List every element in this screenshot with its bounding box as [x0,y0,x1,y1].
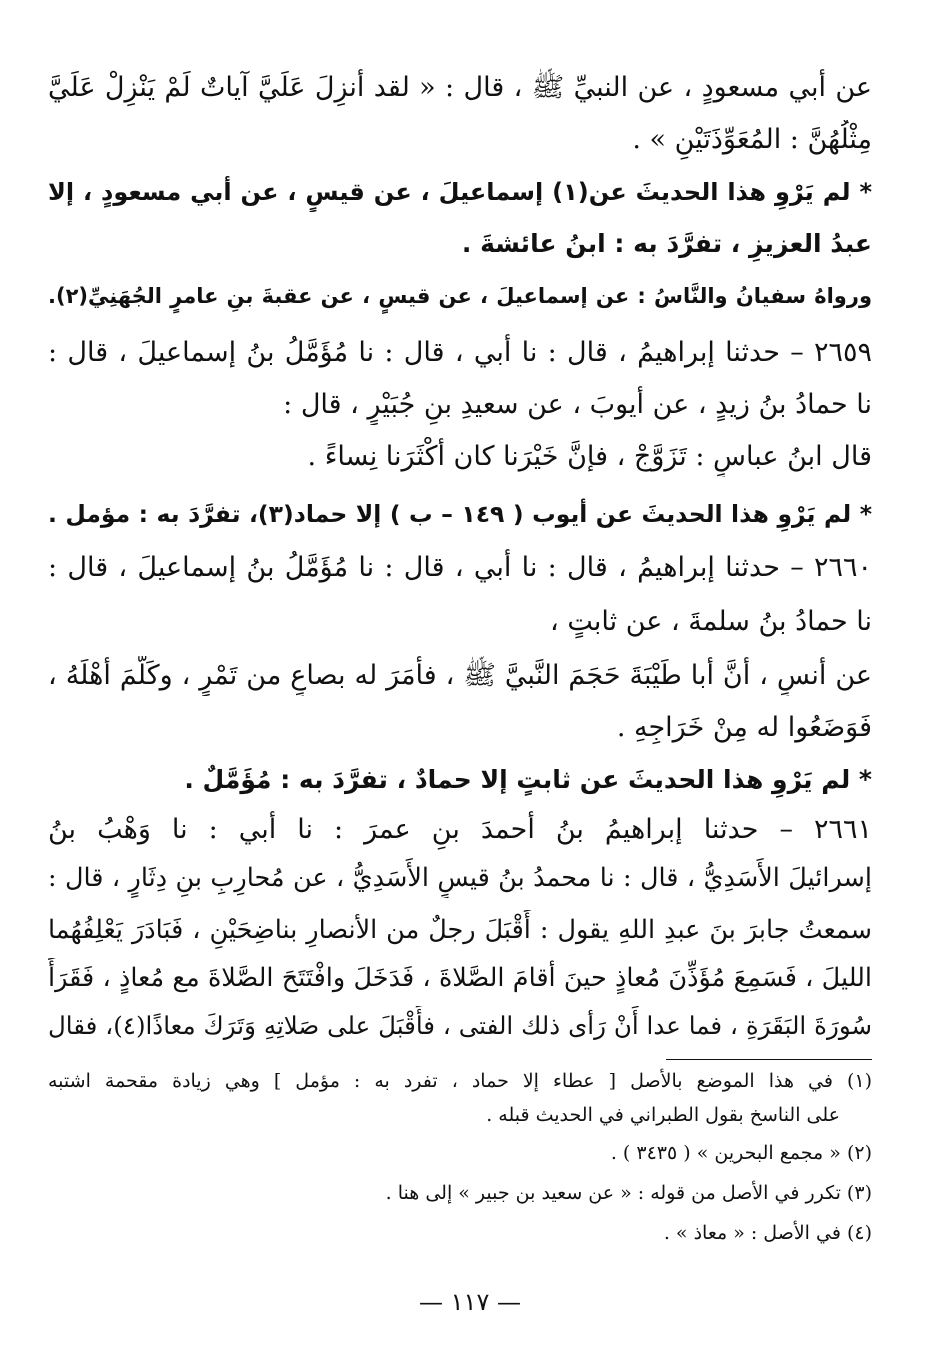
commentary-line: ورواهُ سفيانُ والنَّاسُ : عن إسماعيلَ ، عن قيسٍ ، عن عقبةَ بنِ عامرٍ الجُهَنِيِّ(٢). [48,284,872,308]
text-line: عن أنسٍ ، أنَّ أبا طَيْبَةَ حَجَمَ النَّبيَّ ﷺ ، فأَمَرَ له بصاعٍ من تَمْرٍ ، وكَلَّمَ أَهْلَهُ ، [48,660,872,691]
commentary-line: * لم يَرْوِ هذا الحديثَ عن ثابتٍ إلا حمادٌ ، تفرَّدَ به : مُؤَمَّلٌ . [184,765,872,794]
text-line: قال ابنُ عباسٍ : تَزَوَّجْ ، فإنَّ خَيْرَنا كان أَكْثَرَنا نِساءً . [307,441,872,472]
commentary-line: عبدُ العزيزِ ، تفرَّدَ به : ابنُ عائشةَ . [461,229,872,258]
page-number: — ١١٧ — [419,1288,521,1316]
footnote-1: (١) في هذا الموضع بالأصل [ عطاء إلا حماد ، تفرد به : مؤمل ] وهي زيادة مقحمة اشتبه [48,1070,872,1092]
text-line: مِثْلُهُنَّ : المُعَوِّذَتَيْنِ » . [632,124,872,155]
footnote-1-cont: على الناسخ بقول الطبراني في الحديث قبله . [486,1104,840,1126]
footnote-2: (٢) « مجمع البحرين » ( ٣٤٣٥ ) . [610,1142,872,1164]
hadith-2660-line: ٢٦٦٠ – حدثنا إبراهيمُ ، قال : نا أَبي ، قال : نا مُؤَمَّلُ بنُ إسماعيلَ ، قال : [48,552,872,583]
footnote-4: (٤) في الأصل : « معاذ » . [663,1222,872,1244]
text-line: عن أبي مسعودٍ ، عن النبيِّ ﷺ ، قال : « لقد أُنزِلَ عَلَيَّ آياتٌ لَمْ يَنْزِلْ عَلَيَّ [48,72,872,103]
text-line: سُورَةَ البَقَرَةِ ، فما عدا أَنْ رَأى ذلك الفتى ، فأَقْبَلَ على صَلاتِهِ وَتَرَكَ معاذًا(٤)، فقال [48,1011,872,1040]
text-line: إسرائيلَ الأَسَدِيُّ ، قال : نا محمدُ بنُ قيسٍ الأَسَدِيُّ ، عن مُحارِبِ بنِ دِثَارٍ ، قال : [48,863,872,893]
hadith-2659-line: ٢٦٥٩ – حدثنا إبراهيمُ ، قال : نا أَبي ، قال : نا مُؤَمَّلُ بنُ إسماعيلَ ، قال : [48,337,872,368]
text-line: نا حمادُ بنُ سلمةَ ، عن ثابتٍ ، [550,606,872,637]
hadith-2661-line: ٢٦٦١ – حدثنا إبراهيمُ بنُ أحمدَ بنِ عمرَ : نا أَبي : نا وَهْبُ بنُ [48,814,872,845]
text-line: سمعتُ جابرَ بنَ عبدِ اللهِ يقول : أَقْبَلَ رجلٌ من الأنصارِ بناضِحَيْنِ ، فَبَادَرَ يَعْلِفُهُما [48,915,872,945]
text-line: نا حمادُ بنُ زيدٍ ، عن أيوبَ ، عن سعيدِ بنِ جُبَيْرٍ ، قال : [283,389,872,420]
commentary-line: * لم يَرْوِ هذا الحديثَ عن أيوب ( ١٤٩ – ب ) إلا حماد(٣)، تفرَّدَ به : مؤمل . [48,500,872,528]
text-line: الليلَ ، فَسَمِعَ مُؤَذِّنَ مُعاذٍ حينَ أقامَ الصَّلاةَ ، فَدَخَلَ وافْتَتَحَ الصَّلاةَ مع مُعاذٍ ، فَقَرَأَ [48,963,872,993]
commentary-line: * لم يَرْوِ هذا الحديثَ عن(١) إسماعيلَ ، عن قيسٍ ، عن أبي مسعودٍ ، إلا [48,178,872,206]
text-line: فَوَضَعُوا له مِنْ خَرَاجِهِ . [616,712,872,743]
footnote-divider [666,1059,872,1060]
footnote-3: (٣) تكرر في الأصل من قوله : « عن سعيد بن جبير » إلى هنا . [385,1182,872,1204]
